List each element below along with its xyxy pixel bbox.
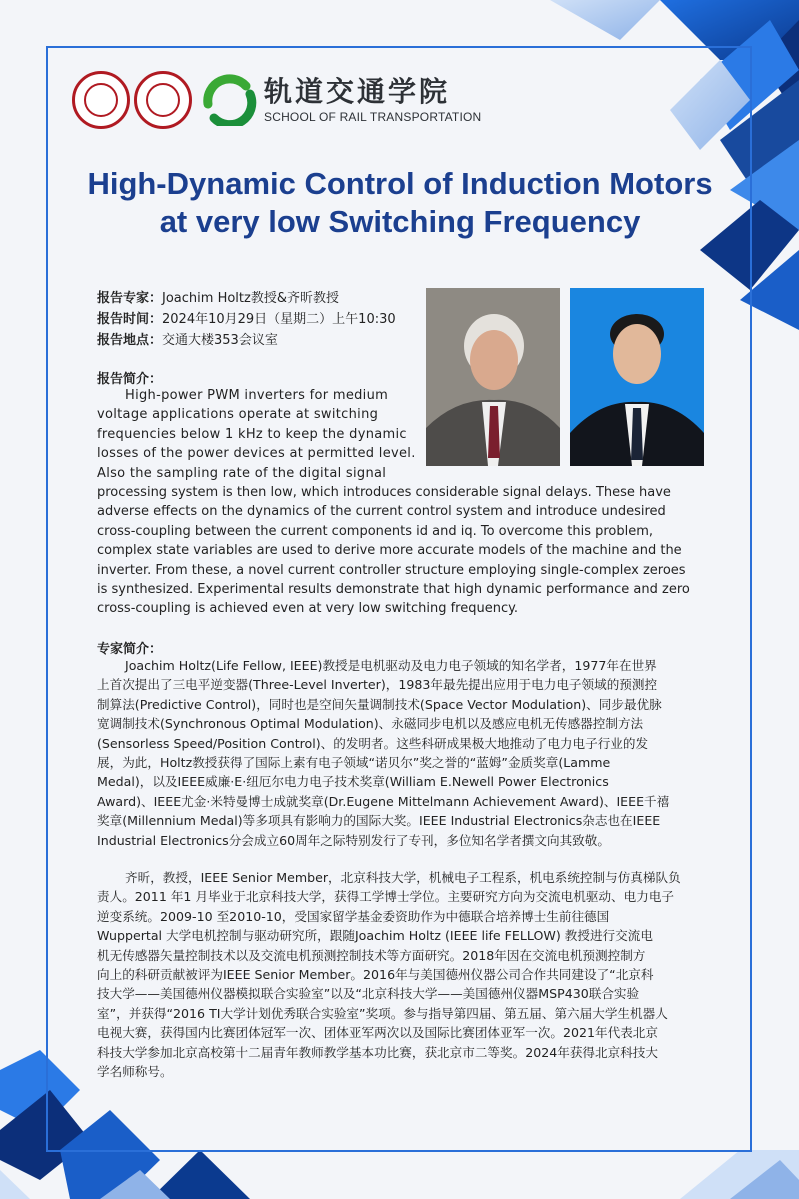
bio-line: 向上的科研贡献被评为IEEE Senior Member。2016年与美国德州仪器公司合作共同建设了“北京科 xyxy=(97,967,654,983)
place-label: 报告地点： xyxy=(97,333,163,348)
abstract-line: complex state variables are used to derive more accurate models of the machine and the xyxy=(97,543,682,559)
school-name-cn: 轨道交通学院 xyxy=(264,75,451,108)
bio-qi xyxy=(97,868,707,1081)
bio-line: 奖章(Millennium Medal)等多项具有影响力的国际大奖。IEEE Industrial Electronics杂志也在IEEE xyxy=(97,813,661,829)
bio-line: 责人。2011 年1 月毕业于北京科技大学，获得工学博士学位。主要研究方向为交流电机驱动、电力电子 xyxy=(97,889,675,905)
school-name-en: SCHOOL OF RAIL TRANSPORTATION xyxy=(264,110,482,124)
abstract-line: High-power PWM inverters for medium xyxy=(125,388,389,403)
time-label: 报告时间： xyxy=(97,312,163,327)
abstract-heading: 报告简介： xyxy=(97,372,163,387)
abstract-line: losses of the power devices at permitted level. xyxy=(97,446,416,462)
bio-line: Joachim Holtz(Life Fellow, IEEE)教授是电机驱动及电力电子领域的知名学者，1977年在世界 xyxy=(125,658,657,673)
bio-line: 齐昕，教授，IEEE Senior Member，北京科技大学，机械电子工程系，机电系统控制与仿真梯队负 xyxy=(125,870,681,885)
speaker-row xyxy=(97,288,396,309)
abstract-line: frequencies below 1 kHz to keep the dynamic xyxy=(97,426,407,442)
abstract-line: inverter. From these, a novel current controller structure employing single-complex zeroes xyxy=(97,562,686,578)
abstract-line: voltage applications operate at switching xyxy=(97,407,379,423)
abstract-line: cross-coupling is achieved even at very low switching frequency. xyxy=(97,601,519,617)
bio-holtz xyxy=(97,656,707,850)
abstract-text-narrow xyxy=(97,386,427,483)
bio-line: 展，为此，Holtz教授获得了国际上素有电子领域“诺贝尔”奖之誉的“蓝姆”金质奖章(Lamme xyxy=(97,755,611,771)
bio-line: 制算法(Predictive Control)，同时也是空间矢量调制技术(Space Vector Modulation)、同步最优脉 xyxy=(97,696,662,712)
bio-line: 电视大赛，获得国内比赛团体冠军一次、团体亚军两次以及国际比赛团体亚军一次。2021年代表北京 xyxy=(97,1025,658,1041)
lecture-info xyxy=(97,288,396,351)
bio-line: 宽调制技术(Synchronous Optimal Modulation)、永磁同步电机以及感应电机无传感器控制方法 xyxy=(97,716,644,732)
title-line-2: at very low Switching Frequency xyxy=(159,204,641,239)
speaker-photo-qi xyxy=(570,288,704,466)
place-value: 交通大楼353会议室 xyxy=(162,333,278,348)
bio-line: 科技大学参加北京高校第十二届青年教师教学基本功比赛，获北京市二等奖。2024年获得北京科技大 xyxy=(97,1044,658,1060)
bio-line: 逆变系统。2009-10 至2010-10，受国家留学基金委资助作为中德联合培养博士生前往德国 xyxy=(97,908,610,924)
abstract-line: Also the sampling rate of the digital signal xyxy=(97,465,387,481)
abstract-line: processing system is then low, which introduces considerable signal delays. These have xyxy=(97,485,671,500)
time-value: 2024年10月29日（星期二）上午10:30 xyxy=(162,312,396,327)
bio-line: Medal)，以及IEEE威廉·E·纽厄尔电力电子技术奖章(William E.Newell Power Electronics xyxy=(97,774,609,790)
abstract-line: is synthesized. Experimental results demonstrate that high dynamic performance and zero xyxy=(97,582,690,598)
school-logo-icon xyxy=(200,74,258,126)
lecture-title xyxy=(60,165,740,241)
bio-line: 上首次提出了三电平逆变器(Three-Level Inverter)，1983年最先提出应用于电力电子领域的预测控 xyxy=(97,677,658,693)
speaker-photo-holtz xyxy=(426,288,560,466)
abstract-text-wide xyxy=(97,483,707,619)
bio-line: 机无传感器矢量控制技术以及交流电机预测控制技术等方面研究。2018年因在交流电机预测控制方 xyxy=(97,947,646,963)
abstract-line: cross-coupling between the current components id and iq. To overcome this problem, xyxy=(97,523,654,539)
university-seal-1 xyxy=(72,71,130,129)
title-line-1: High-Dynamic Control of Induction Motors xyxy=(87,166,713,201)
university-seal-2 xyxy=(134,71,192,129)
bio-line: (Sensorless Speed/Position Control)、的发明者。这些科研成果极大地推动了电力电子行业的发 xyxy=(97,735,649,751)
bio-line: 室”，并获得“2016 TI大学计划优秀联合实验室”奖项。参与指导第四届、第五届、第六届大学生机器人 xyxy=(97,1005,668,1021)
bio-line: Award)、IEEE尤金·米特曼博士成就奖章(Dr.Eugene Mittelmann Achievement Award)、IEEE千禧 xyxy=(97,793,670,809)
bio-heading: 专家简介： xyxy=(97,642,163,657)
abstract-line: adverse effects on the dynamics of the current control system and introduce undesired xyxy=(97,504,666,520)
speaker-value: Joachim Holtz教授&齐昕教授 xyxy=(162,291,339,306)
speaker-label: 报告专家： xyxy=(97,291,163,306)
bio-line: Wuppertal 大学电机控制与驱动研究所，跟随Joachim Holtz (IEEE life FELLOW) 教授进行交流电 xyxy=(97,928,653,944)
time-row xyxy=(97,309,396,330)
header xyxy=(72,70,481,130)
place-row xyxy=(97,330,396,351)
bio-line: 技大学——美国德州仪器模拟联合实验室”以及“北京科技大学——美国德州仪器MSP430联合实验 xyxy=(97,986,640,1002)
bio-line: 学名师称号。 xyxy=(97,1064,173,1080)
bio-line: Industrial Electronics分会成立60周年之际特别发行了专刊，多位知名学者撰文向其致敬。 xyxy=(97,832,610,848)
